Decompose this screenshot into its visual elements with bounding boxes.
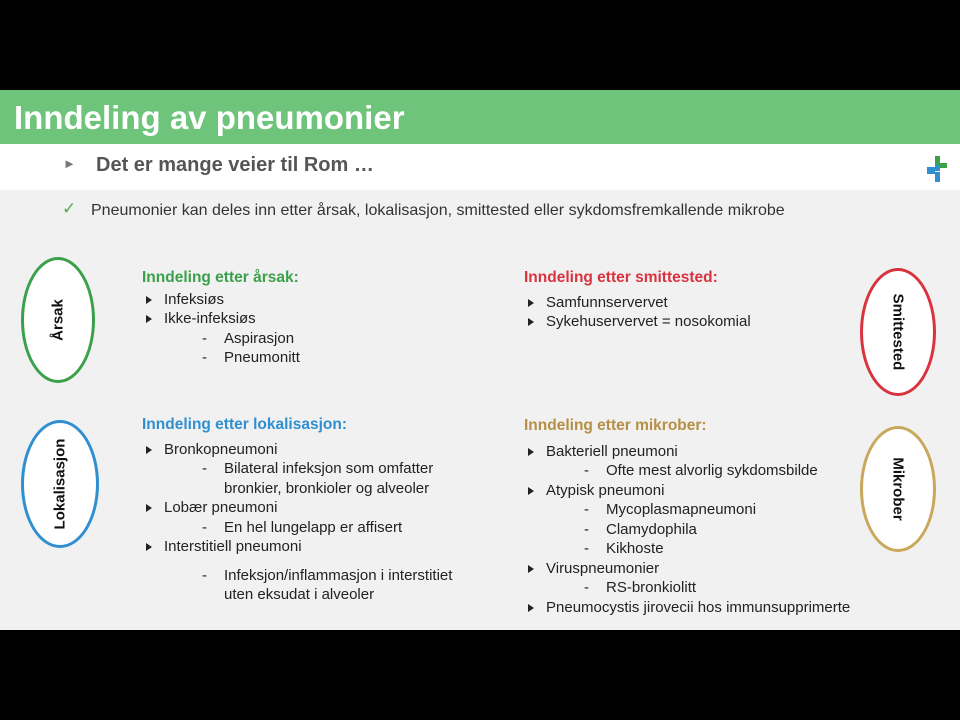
lokalisasjon-block	[142, 415, 452, 605]
mikrober-heading: Inndeling etter mikrober:	[524, 417, 707, 434]
list-item: Bakteriell pneumoni	[524, 442, 850, 462]
intro-text: Pneumonier kan deles inn etter årsak, lokalisasjon, smittested eller sykdomsfremkallende mikrobe	[91, 202, 785, 219]
list-item: Interstitiell pneumoni	[142, 537, 452, 557]
slide	[0, 90, 960, 630]
oval-label-mikrober: Mikrober	[889, 457, 907, 521]
list-item: Bronkopneumoni	[142, 440, 452, 460]
oval-label-arsak: Årsak	[49, 299, 67, 341]
checkmark-icon: ✓	[62, 199, 77, 218]
smittested-heading: Inndeling etter smittested:	[524, 269, 718, 286]
sub-item: - Mycoplasmapneumoni	[524, 500, 850, 520]
smittested-block	[524, 268, 751, 332]
list-item: Samfunnservervet	[524, 293, 751, 313]
subtitle-bar	[0, 144, 960, 190]
sub-item: - Pneumonitt	[142, 348, 300, 368]
list-item: Pneumocystis jirovecii hos immunsupprimerte	[524, 598, 850, 618]
list-item: Infeksiøs	[142, 290, 300, 310]
oval-arsak	[21, 257, 95, 383]
sub-item-continuation: uten eksudat i alveoler	[224, 586, 375, 603]
sub-item: - Ofte mest alvorlig sykdomsbilde	[524, 461, 850, 481]
arsak-heading: Inndeling etter årsak:	[142, 269, 299, 286]
list-item: Ikke-infeksiøs	[142, 309, 300, 329]
sub-item: - Clamydophila	[524, 520, 850, 540]
sub-item: - Kikhoste	[524, 539, 850, 559]
list-item: Sykehuservervet = nosokomial	[524, 312, 751, 332]
oval-mikrober	[860, 426, 936, 552]
slide-title: Inndeling av pneumonier	[14, 99, 405, 136]
medical-cross-logo-icon	[922, 154, 952, 184]
mikrober-block	[524, 416, 850, 617]
sub-item: - Infeksjon/inflammasjon i interstitiet	[142, 566, 452, 586]
sub-item-continuation: bronkier, bronkioler og alveoler	[224, 479, 430, 497]
arsak-block	[142, 268, 300, 368]
list-item: Atypisk pneumoni	[524, 481, 850, 501]
sub-item: - RS-bronkiolitt	[524, 578, 850, 598]
oval-lokalisasjon	[21, 420, 99, 548]
slide-subtitle: Det er mange veier til Rom …	[96, 154, 374, 176]
sub-item: - En hel lungelapp er affisert	[142, 518, 452, 538]
list-item: Viruspneumonier	[524, 559, 850, 579]
oval-label-lokalisasjon: Lokalisasjon	[51, 438, 69, 530]
title-bar	[0, 90, 960, 144]
list-item: Lobær pneumoni	[142, 498, 452, 518]
triangle-bullet-icon: ►	[63, 156, 76, 171]
oval-label-smittested: Smittested	[889, 293, 907, 371]
sub-item: - Aspirasjon	[142, 329, 300, 349]
sub-item: - Bilateral infeksjon som omfatter	[142, 459, 452, 479]
lokalisasjon-heading: Inndeling etter lokalisasjon:	[142, 416, 347, 433]
oval-smittested	[860, 268, 936, 396]
